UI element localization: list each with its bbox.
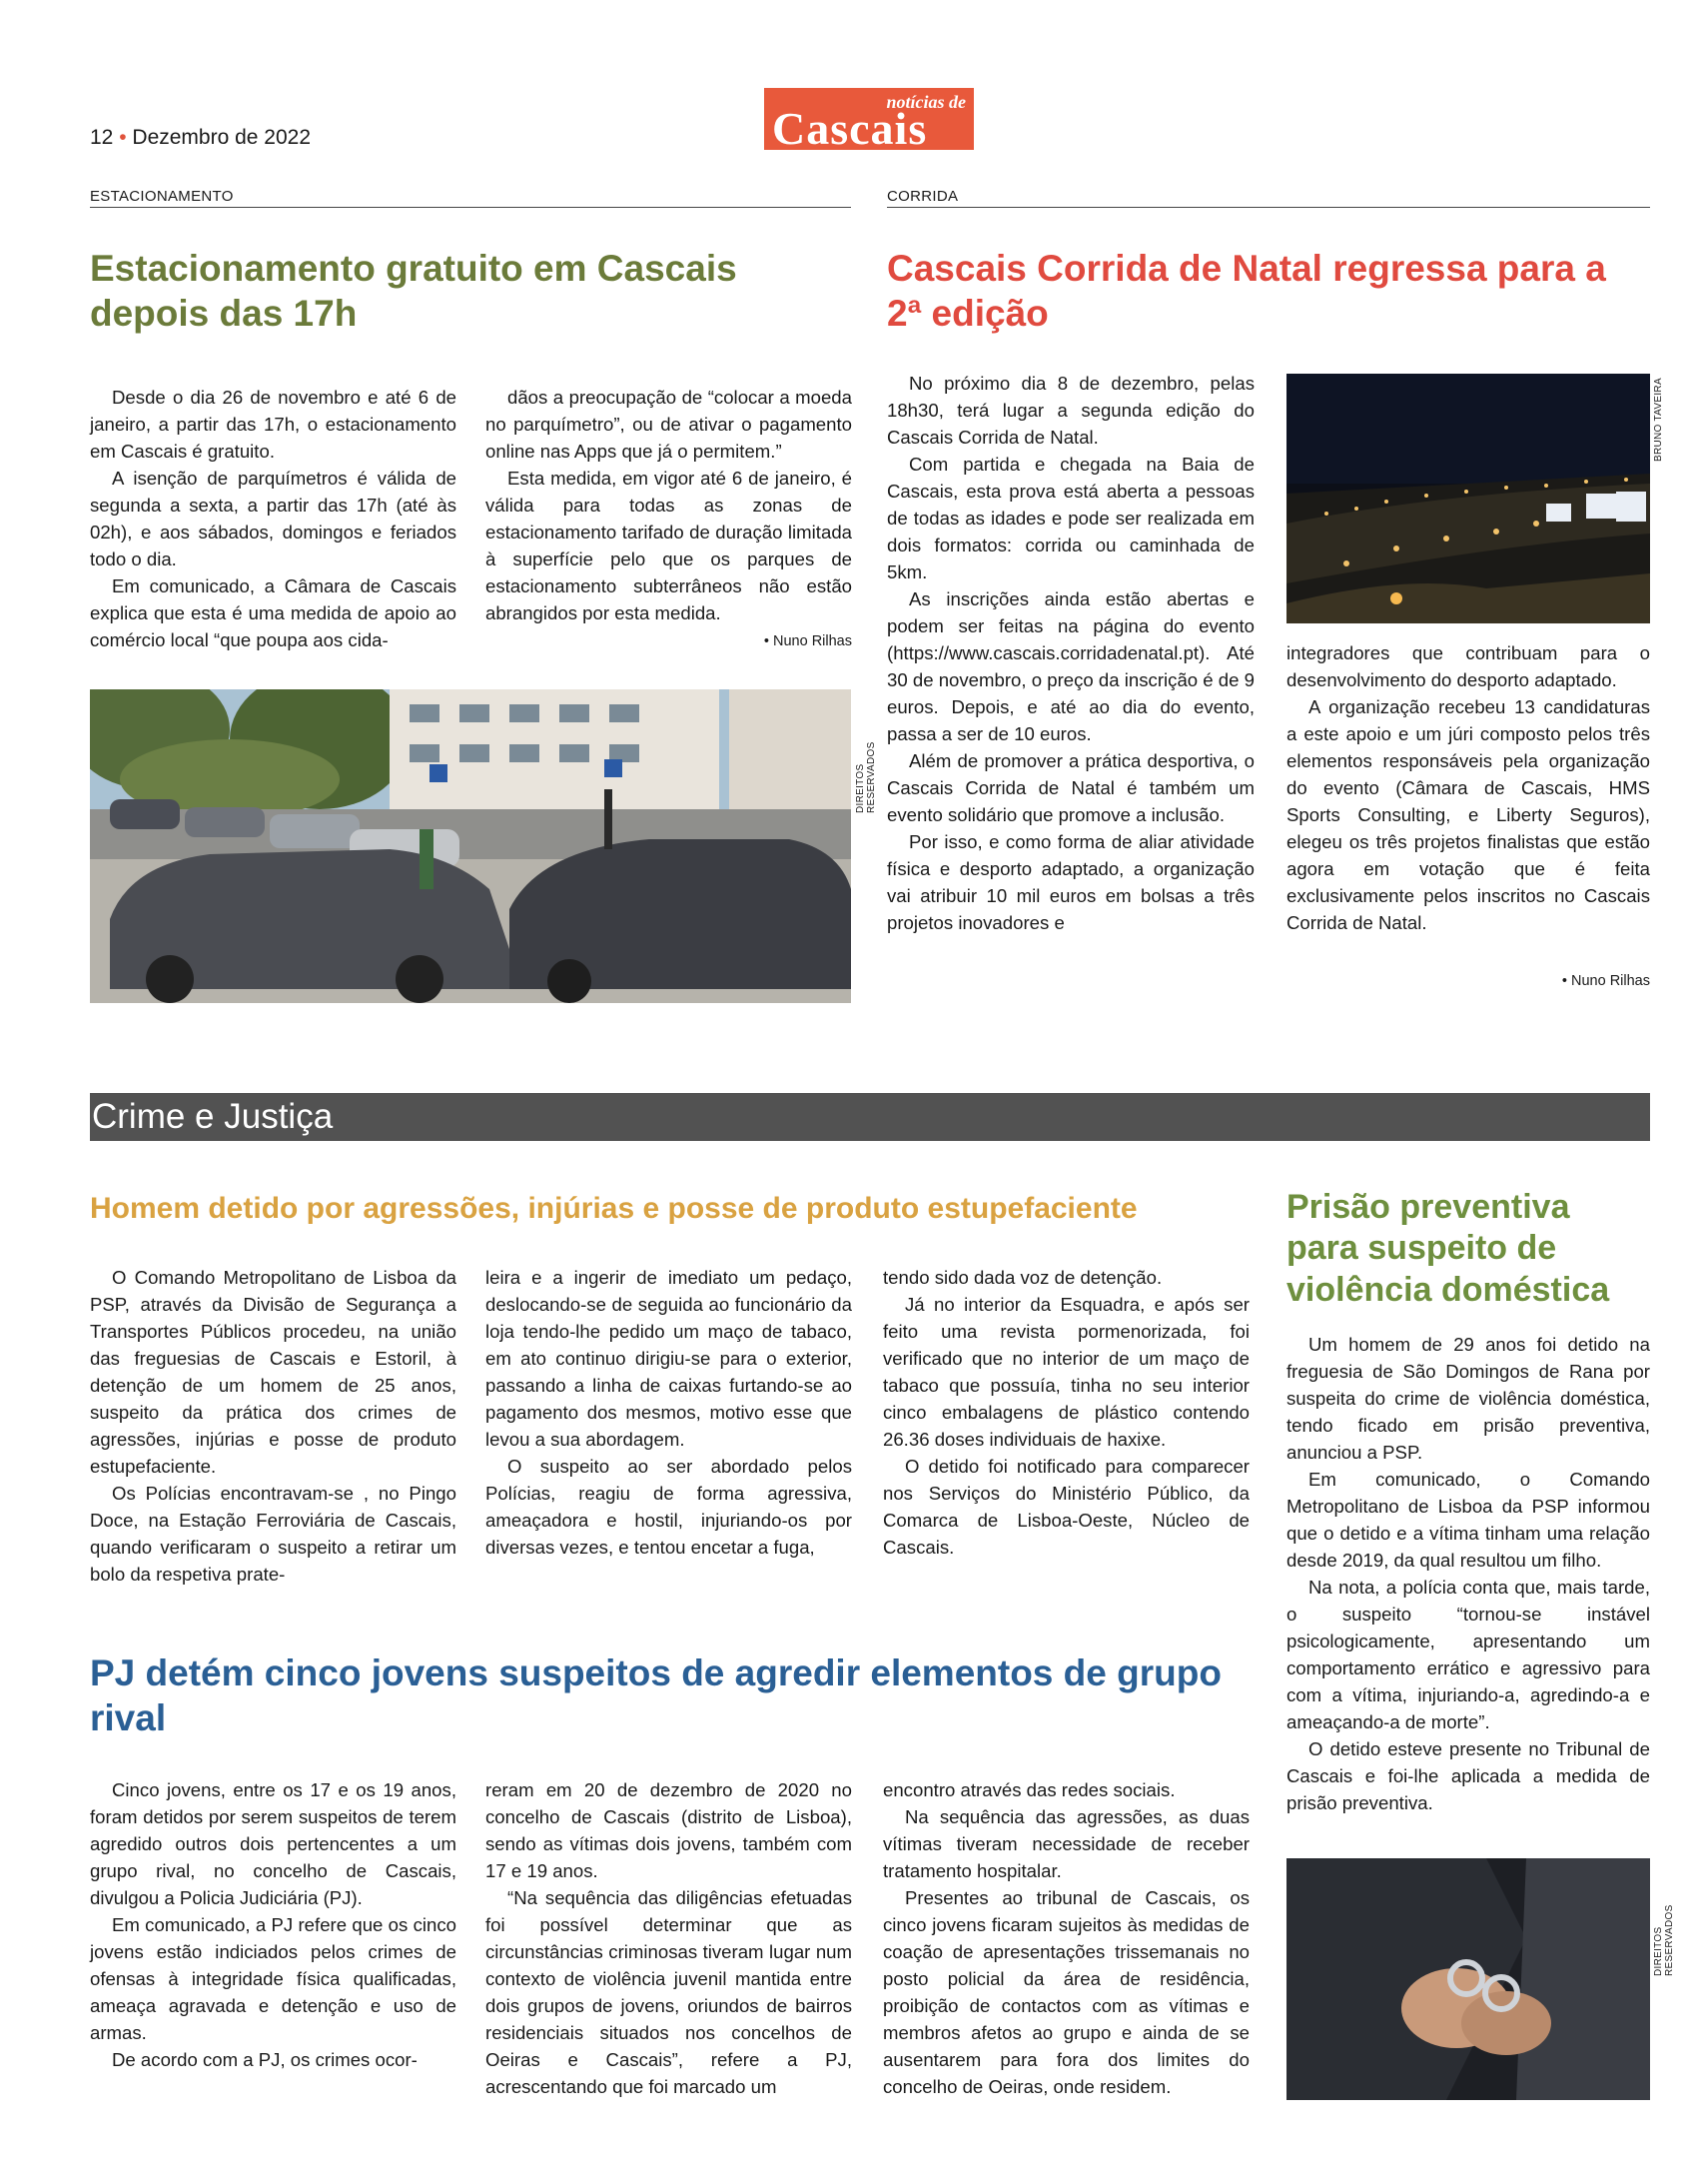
paragraph: “Na sequência das diligências efetuadas foi possível determinar que as circunstâncias criminosas tiveram lugar num contexto de violência juvenil mantida entre dois grupos de jovens, oriundos de bairros residenciais situados nos concelhos de Oeiras e Cascais”, refere a PJ, acrescentando que foi marcado um [485, 1887, 852, 2097]
photo-credit: BRUNO TAVEIRA [1653, 378, 1664, 462]
paragraph: Já no interior da Esquadra, e após ser feito uma revista pormenorizada, foi verificado que no interior de um maço de tabaco que possuía, tinha no seu interior cinco embalagens de plástico contendo 26.36 doses individuais de haxixe. [883, 1294, 1250, 1450]
paragraph: Além de promover a prática desportiva, o Cascais Corrida de Natal é também um evento solidário que promove a inclusão. [887, 750, 1255, 825]
section-banner [90, 1093, 1650, 1141]
paragraph: tendo sido dada voz de detenção. [883, 1267, 1163, 1288]
paragraph: Com partida e chegada na Baia de Cascais, esta prova está aberta a pessoas de todas as idades e pode ser realizada em dois formatos: corrida ou caminhada de 5km. [887, 454, 1255, 582]
paragraph: Desde o dia 26 de novembro e até 6 de janeiro, a partir das 17h, o estacionamento em Cascais é gratuito. [90, 387, 456, 462]
paragraph: dãos a preocupação de “colocar a moeda no parquímetro”, ou de ativar o pagamento online nas Apps que já o permitem.” [485, 387, 852, 462]
paragraph: Esta medida, em vigor até 6 de janeiro, é válida para todas as zonas de estacionamento tarifado de duração limitada à superfície pelo que os parques de estacionamento subterrâneos não estão abrangidos por esta medida. [485, 468, 852, 623]
paragraph: encontro através das redes sociais. [883, 1779, 1176, 1800]
article-column [485, 384, 852, 626]
issue-date: Dezembro de 2022 [132, 126, 312, 149]
section-banner-title: Crime e Justiça [92, 1097, 334, 1136]
section-label-corrida: CORRIDA [887, 188, 1650, 208]
paragraph: No próximo dia 8 de dezembro, pelas 18h30, terá lugar a segunda edição do Cascais Corrida de Natal. [887, 373, 1255, 448]
paragraph: Presentes ao tribunal de Cascais, os cinco jovens ficaram sujeitos às medidas de coação de apresentações trissemanais no posto policial da área de residência, proibição de contactos com as vítimas e membros afetos ao grupo e ainda de se ausentarem para fora dos limites do concelho de Oeiras, onde residem. [883, 1887, 1250, 2097]
paragraph: A organização recebeu 13 candidaturas a este apoio e um júri composto pelos três elementos responsáveis pela organização do evento (Câmara de Cascais, HMS Sports Consulting, e Liberty Seguros), elegeu os três projetos finalistas que estão agora em votação que é feita exclusivamente pelos inscritos no Cascais Corrida de Natal. [1286, 696, 1650, 933]
article-column [883, 1776, 1250, 2100]
article-title-estacionamento: Estacionamento gratuito em Cascais depois das 17h [90, 248, 737, 335]
article-title-corrida: Cascais Corrida de Natal regressa para a 2ª edição [887, 248, 1606, 335]
paragraph: O suspeito ao ser abordado pelos Polícias, reagiu de forma agressiva, ameaçadora e hostil, injuriando-os por diversas vezes, e tentou encetar a fuga, [485, 1456, 852, 1558]
paragraph: leira e a ingerir de imediato um pedaço, deslocando-se de seguida ao funcionário da loja tendo-lhe pedido um maço de tabaco, em ato continuo dirigiu-se para o exterior, passando a linha de caixas furtando-se ao pagamento dos mesmos, motivo esse que levou a sua abordagem. [485, 1267, 852, 1450]
page-number: 12 [90, 126, 114, 149]
paragraph: Em comunicado, a Câmara de Cascais explica que esta é uma medida de apoio ao comércio local “que poupa aos cida- [90, 575, 456, 650]
article-title-homem-detido: Homem detido por agressões, injúrias e posse de produto estupefaciente [90, 1192, 1138, 1225]
handcuffs-photo [1286, 1858, 1650, 2100]
logo-small-text: notícias de [886, 92, 966, 112]
paragraph: Na nota, a polícia conta que, mais tarde, o suspeito “tornou-se instável psicologicamente, apresentando um comportamento errático e agressivo para com a vítima, injuriando-a, agredindo-a e ameaçando-a de morte”. [1286, 1577, 1650, 1732]
article-column [485, 1776, 852, 2100]
paragraph: A isenção de parquímetros é válida de segunda a sexta, a partir das 17h (até às 02h), e aos sábados, domingos e feriados todo o dia. [90, 468, 456, 569]
paragraph: Em comunicado, a PJ refere que os cinco jovens estão indiciados pelos crimes de ofensas à integridade física qualificadas, ameaça agravada e detenção e uso de armas. [90, 1914, 456, 2043]
article-column [90, 384, 456, 653]
paragraph: De acordo com a PJ, os crimes ocor- [112, 2049, 418, 2070]
paragraph: As inscrições ainda estão abertas e podem ser feitas na página do evento (https://www.cascais.corridadenatal.pt). Até 30 de novembro, o preço da inscrição é de 9 euros. Depois, e até ao dia do evento, passa a ser de 10 euros. [887, 588, 1255, 744]
article-column [1286, 1331, 1650, 1816]
paragraph: integradores que contribuam para o desenvolvimento do desporto adaptado. [1286, 642, 1650, 690]
paragraph: Por isso, e como forma de aliar atividade física e desporto adaptado, a organização vai atribuir 10 mil euros em bolsas a três projetos inovadores e [887, 831, 1255, 933]
newspaper-logo [764, 88, 974, 154]
article-title-pj-detem: PJ detém cinco jovens suspeitos de agredir elementos de grupo rival [90, 1652, 1222, 1739]
parking-photo [90, 689, 851, 1003]
paragraph: Um homem de 29 anos foi detido na freguesia de São Domingos de Rana por suspeita do crime de violência doméstica, tendo ficado em prisão preventiva, anunciou a PSP. [1286, 1334, 1650, 1463]
paragraph: O Comando Metropolitano de Lisboa da PSP, através da Divisão de Segurança a Transportes Públicos procedeu, na união das freguesias de Cascais e Estoril, à detenção de um homem de 25 anos, suspeito da prática dos crimes de agressões, injúrias e posse de produto estupefaciente. [90, 1267, 456, 1477]
article-column [90, 1264, 456, 1588]
paragraph: reram em 20 de dezembro de 2020 no concelho de Cascais (distrito de Lisboa), sendo as vítimas dois jovens, também com 17 e 19 anos. [485, 1779, 852, 1881]
section-label-estacionamento: ESTACIONAMENTO [90, 188, 851, 208]
paragraph: Cinco jovens, entre os 17 e os 19 anos, foram detidos por serem suspeitos de terem agredido outros dois pertencentes a um grupo rival, no concelho de Cascais, divulgou a Policia Judiciária (PJ). [90, 1779, 456, 1908]
paragraph: Na sequência das agressões, as duas vítimas tiveram necessidade de receber tratamento hospitalar. [883, 1806, 1250, 1881]
article-column [887, 370, 1255, 936]
logo-big-text: Cascais [772, 103, 928, 154]
photo-credit: DIREITOS RESERVADOS [1653, 1904, 1675, 1976]
paragraph: Em comunicado, o Comando Metropolitano de Lisboa da PSP informou que o detido e a vítima tinham uma relação desde 2019, da qual resultou um filho. [1286, 1469, 1650, 1571]
article-column [485, 1264, 852, 1561]
article-title-prisao-preventiva: Prisão preventiva para suspeito de violência doméstica [1286, 1188, 1610, 1309]
page-info [90, 126, 311, 150]
photo-credit: DIREITOS RESERVADOS [855, 741, 877, 813]
byline: • Nuno Rilhas [1561, 973, 1650, 989]
byline: • Nuno Rilhas [763, 633, 852, 649]
article-column [1286, 639, 1650, 936]
article-column [883, 1264, 1250, 1561]
paragraph: Os Polícias encontravam-se , no Pingo Doce, na Estação Ferroviária de Cascais, quando verificaram o suspeito a retirar um bolo da respetiva prate- [90, 1483, 456, 1585]
article-column [90, 1776, 456, 2073]
paragraph: O detido foi notificado para comparecer nos Serviços do Ministério Público, da Comarca de Lisboa-Oeste, Núcleo de Cascais. [883, 1456, 1250, 1558]
paragraph: O detido esteve presente no Tribunal de Cascais e foi-lhe aplicada a medida de prisão preventiva. [1286, 1738, 1650, 1813]
christmas-race-photo [1286, 374, 1650, 623]
page-separator: • [119, 126, 127, 149]
